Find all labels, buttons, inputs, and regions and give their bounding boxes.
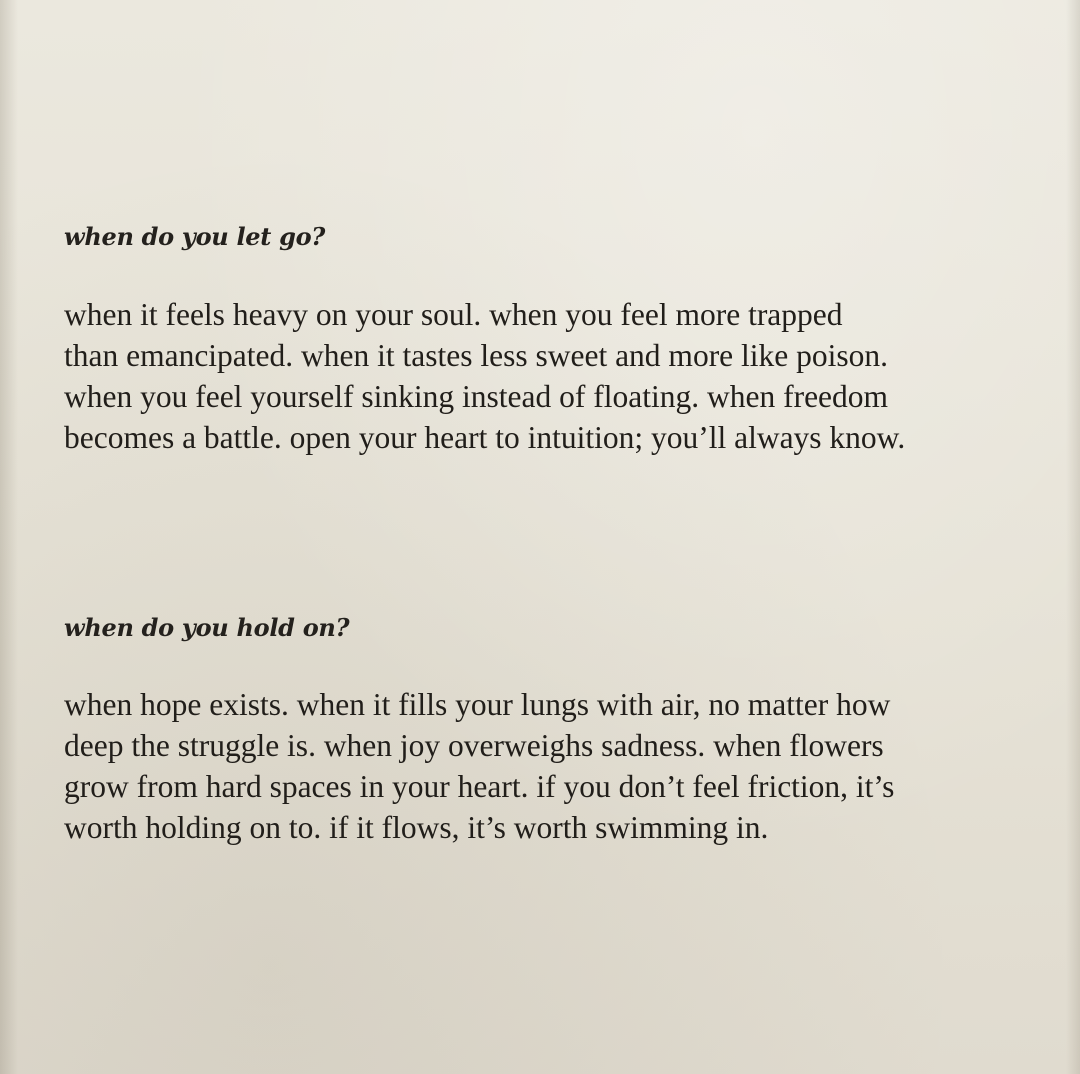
section-heading-hold-on: when do you hold on? xyxy=(64,613,350,642)
paragraph-line: worth holding on to. if it flows, it’s worth swimming in. xyxy=(64,810,769,845)
paragraph-line: deep the struggle is. when joy overweighs sadness. when flowers xyxy=(64,728,884,763)
section-paragraph-let-go xyxy=(64,294,1024,458)
paragraph-line: becomes a battle. open your heart to intuition; you’ll always know. xyxy=(64,420,906,455)
paragraph-line: grow from hard spaces in your heart. if you don’t feel friction, it’s xyxy=(64,769,895,804)
section-paragraph-hold-on xyxy=(64,684,1024,848)
section-heading-let-go: when do you let go? xyxy=(64,222,326,251)
paragraph-line: when hope exists. when it fills your lungs with air, no matter how xyxy=(64,687,891,722)
paragraph-line: when you feel yourself sinking instead of floating. when freedom xyxy=(64,379,889,414)
paragraph-line: when it feels heavy on your soul. when you feel more trapped xyxy=(64,297,843,332)
paragraph-line: than emancipated. when it tastes less sweet and more like poison. xyxy=(64,338,889,373)
